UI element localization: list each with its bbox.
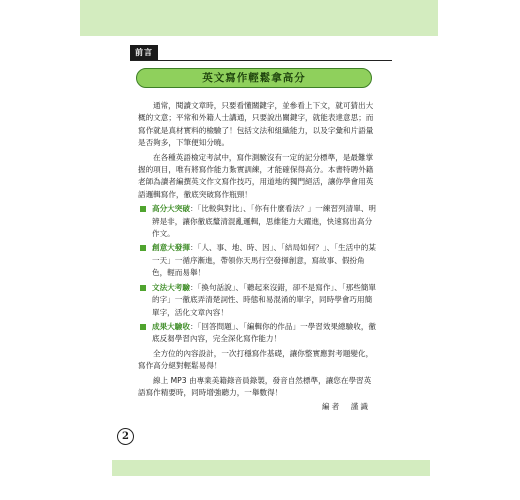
closing-paragraph: 全方位的內容設計，一次打穩寫作基礎，讓你整實應對考題變化，寫作高分絕對輕鬆易得！ [138, 348, 374, 371]
bullet-heading: 高分大突破 [152, 204, 190, 214]
feature-bullet [138, 282, 376, 319]
bullet-text: ：「人、事、地、時、因」、「結局如何？」、「生活中的某一天」一循序漸進，帶領你天馬行空發揮創意，寫故事、假扮角色，輕而易舉！ [152, 243, 376, 278]
top-decor-band [80, 0, 438, 36]
square-bullet-icon [140, 285, 146, 291]
body-text [138, 100, 376, 414]
bullet-heading: 成果大驗收 [152, 321, 190, 331]
feature-bullet [138, 321, 376, 346]
bullet-text: ：「比較與對比」、「你有什麼看法？」一練習列清單、明辨是非，讓你徹底釐清混亂邏輯，思維能力大躍進，快速寫出高分作文。 [152, 204, 377, 239]
closing-paragraph: 線上 MP3 由專業美籍錄音員錄製，發音自然標準，讓您在學習英語寫作精要時，同時增強聽力，一舉數得！ [138, 375, 372, 397]
header-rule [130, 60, 392, 61]
feature-bullet [138, 203, 376, 240]
signature: 編者 謹識 [322, 402, 370, 412]
bullet-text: ：「回答問題」、「編輯你的作品」一學習效果總驗收，徹底反芻學習內容，完全深化寫作能力！ [152, 321, 377, 344]
square-bullet-icon [140, 206, 146, 212]
page-number: 2 [117, 428, 134, 445]
bottom-decor-band [112, 460, 430, 476]
square-bullet-icon [140, 324, 146, 330]
feature-bullet [138, 242, 376, 279]
bullet-heading: 文法大考驗 [152, 282, 190, 292]
bullet-text: ：「換句話說」、「聽起來沒錯，卻不是寫作」、「那些簡單的字」一徹底弄清楚詞性、時態和易混淆的單字，同時學會巧用簡單字，活化文章內容！ [152, 282, 376, 317]
intro-paragraph: 通常，閱讀文章時，只要看懂關鍵字，並參看上下文，就可猜出大概的文意；平常和外籍人士講通，只要說出關鍵字，就能表達意思；而寫作就是真材實料的檢驗了！包括文法和組織能力，以及字彙和片語量是否夠多，下筆便知分曉。 [138, 101, 374, 148]
intro-paragraph: 在各種英語檢定考試中，寫作測驗沒有一定的記分標準，是最難掌握的項目，唯有將寫作能力紮實訓練，才能確保得高分。本書特聘外籍老師為讀者編撰英文作文寫作技巧，用道地的獨門絕活，讓你學會用英語邏輯寫作，徹底突破寫作瓶頸！ [138, 152, 374, 199]
section-tag: 前言 [130, 45, 158, 60]
square-bullet-icon [140, 245, 146, 251]
bullet-heading: 創意大發揮 [152, 243, 190, 253]
page-title: 英文寫作輕鬆拿高分 [136, 68, 372, 88]
